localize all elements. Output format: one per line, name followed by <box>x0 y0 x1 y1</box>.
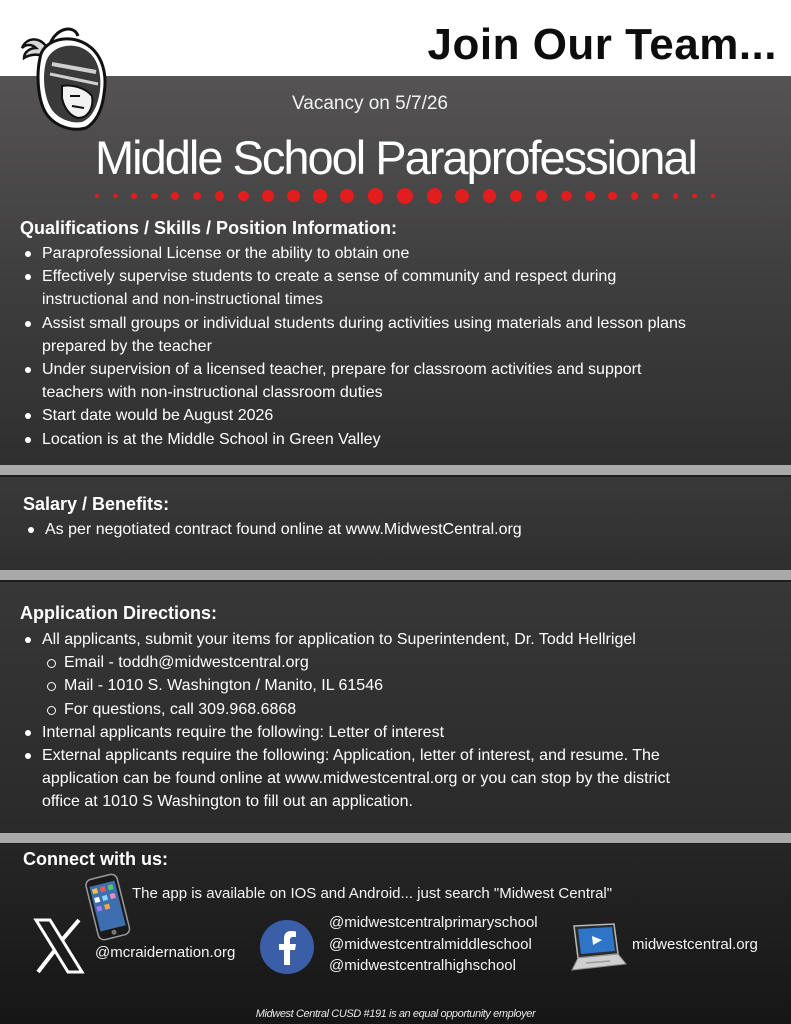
vacancy-date: Vacancy on 5/7/26 <box>292 93 448 114</box>
app-availability-text: The app is available on IOS and Android... just search "Midwest Central" <box>132 885 613 902</box>
application-heading: Application Directions: <box>20 603 218 623</box>
decorative-dot <box>113 194 118 199</box>
list-item: Assist small groups or individual students during activities using materials and lesson plans prepared by the teacher <box>20 312 740 358</box>
decorative-dot <box>455 189 469 203</box>
decorative-dot <box>193 192 202 201</box>
list-item: Paraprofessional License or the ability to obtain one <box>20 242 740 265</box>
decorative-dot <box>536 190 547 201</box>
facebook-page-primary[interactable]: @midwestcentralprimaryschool <box>329 914 538 931</box>
decorative-dot <box>510 190 522 202</box>
decorative-dot <box>711 194 715 198</box>
decorative-dot <box>368 188 383 203</box>
phone-icon <box>80 872 136 944</box>
facebook-icon[interactable] <box>259 919 315 975</box>
application-list <box>20 628 720 814</box>
decorative-dot <box>427 188 442 203</box>
x-handle[interactable]: @mcraidernation.org <box>95 944 236 961</box>
salary-heading: Salary / Benefits: <box>23 494 170 514</box>
website-link[interactable]: midwestcentral.org <box>632 936 758 953</box>
decorative-dot <box>673 193 679 199</box>
decorative-dot <box>340 189 354 203</box>
list-item: Location is at the Middle School in Green Valley <box>20 428 740 451</box>
list-item: Under supervision of a licensed teacher, prepare for classroom activities and support teachers with non-instructional classroom duties <box>20 358 700 404</box>
facebook-page-high[interactable]: @midwestcentralhighschool <box>329 957 516 974</box>
decorative-dot <box>585 191 595 201</box>
decorative-dot <box>151 193 158 200</box>
section-divider <box>0 833 791 843</box>
decorative-dot <box>313 189 326 202</box>
decorative-dot <box>215 191 225 201</box>
qualifications-heading: Qualifications / Skills / Position Information: <box>20 218 398 238</box>
list-item: Effectively supervise students to create a sense of community and respect during instructional and non-instructional times <box>20 265 680 311</box>
decorative-dot <box>631 192 639 200</box>
decorative-dot <box>652 193 659 200</box>
knight-helmet-logo-icon <box>16 14 116 136</box>
list-item: Start date would be August 2026 <box>20 404 740 427</box>
section-divider <box>0 465 791 475</box>
qualifications-list <box>20 242 740 451</box>
salary-list <box>23 518 743 541</box>
decorative-dot <box>561 191 571 201</box>
laptop-icon <box>562 918 628 974</box>
job-title: Middle School Paraprofessional <box>95 131 696 184</box>
list-item: External applicants require the following: Application, letter of interest, and resume. The application can be found online at www.midwestcentral.org or you can stop by the district office at 1010 S Washington to fill out an application. <box>20 744 710 814</box>
decorative-dot <box>483 189 496 202</box>
decorative-dot <box>287 190 299 202</box>
list-item: Internal applicants require the following: Letter of interest <box>20 721 720 744</box>
mail-contact: Mail - 1010 S. Washington / Manito, IL 61546 <box>20 674 720 697</box>
facebook-page-middle[interactable]: @midwestcentralmiddleschool <box>329 935 532 953</box>
page-headline: Join Our Team... <box>427 20 777 69</box>
decorative-dot-divider <box>95 186 715 206</box>
decorative-dot <box>692 194 697 199</box>
facebook-pages <box>329 912 538 977</box>
list-item: All applicants, submit your items for application to Superintendent, Dr. Todd Hellrigel <box>20 628 720 651</box>
email-contact: Email - toddh@midwestcentral.org <box>20 651 720 674</box>
connect-heading: Connect with us: <box>23 849 168 869</box>
decorative-dot <box>608 192 617 201</box>
decorative-dot <box>262 190 273 201</box>
x-logo-icon <box>32 918 86 974</box>
section-divider <box>0 570 791 580</box>
list-item: As per negotiated contract found online at www.MidwestCentral.org <box>23 518 743 541</box>
phone-contact: For questions, call 309.968.6868 <box>20 698 720 721</box>
decorative-dot <box>131 193 137 199</box>
footer-equal-opportunity: Midwest Central CUSD #191 is an equal opportunity employer <box>255 1008 536 1020</box>
decorative-dot <box>171 192 179 200</box>
decorative-dot <box>397 188 413 204</box>
decorative-dot <box>238 191 248 201</box>
decorative-dot <box>95 194 99 198</box>
